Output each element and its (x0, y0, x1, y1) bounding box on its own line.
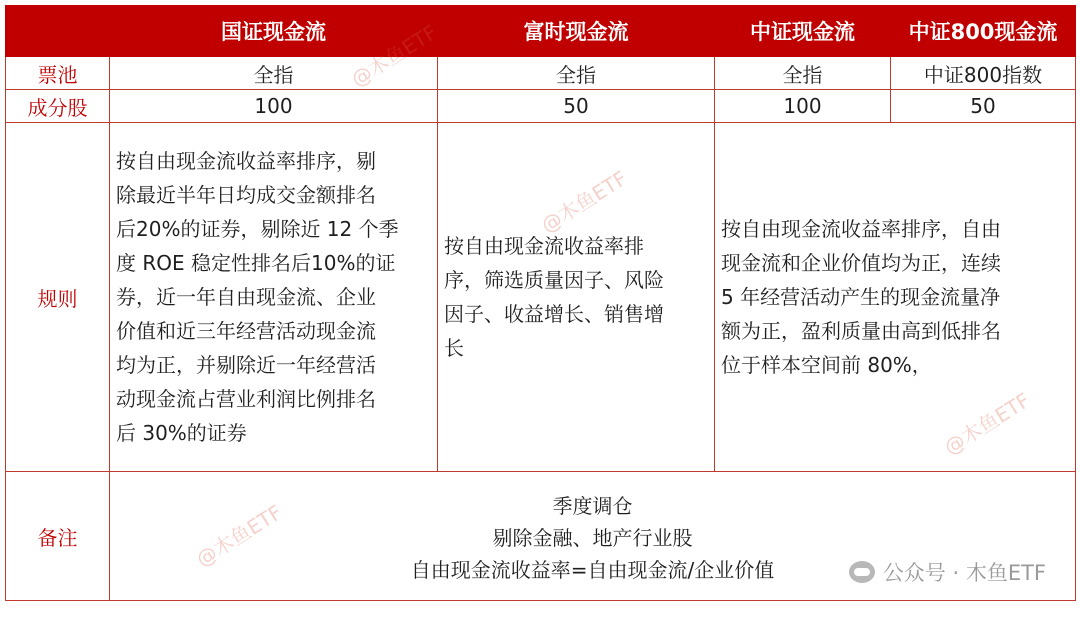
rules-guozheng-text (110, 144, 437, 450)
text-line: 自由现金流收益率=自由现金流/企业价值 (410, 558, 775, 582)
brand-text: 公众号 · 木鱼ETF (882, 561, 1046, 585)
pool-fushi: 全指 (438, 57, 715, 90)
header-zhongzheng800: 中证800现金流 (891, 6, 1076, 57)
text-line: 券，近一年自由现金流、企业 (116, 285, 376, 309)
pool-zhongzheng800: 中证800指数 (891, 57, 1076, 90)
wechat-icon (849, 561, 875, 583)
text-line: 因子、收益增长、销售增 (444, 302, 664, 326)
text-line: 度 ROE 稳定性排名后10%的证 (116, 251, 396, 275)
rules-fushi (438, 123, 715, 472)
rules-guozheng (110, 123, 438, 472)
watermark-2: @木鱼ETF (536, 166, 632, 238)
comparison-table (5, 5, 1076, 601)
text-line: 按自由现金流收益率排序，剔 (116, 149, 376, 173)
text-line: 价值和近三年经营活动现金流 (116, 319, 376, 343)
text-line: 剔除金融、地产行业股 (492, 526, 693, 550)
watermark-1: @木鱼ETF (346, 20, 442, 92)
components-guozheng: 100 (110, 90, 438, 123)
rules-fushi-text (438, 229, 714, 365)
text-line: 后20%的证券，剔除近 12 个季 (116, 217, 399, 241)
watermark-4: @木鱼ETF (191, 500, 287, 572)
brand-footer (849, 557, 1046, 587)
header-corner (6, 6, 110, 57)
text-line: 动现金流占营业利润比例排名 (116, 387, 376, 411)
watermark-3: @木鱼ETF (939, 388, 1035, 460)
pool-zhongzheng: 全指 (715, 57, 891, 90)
text-line: 长 (444, 336, 464, 360)
header-zhongzheng: 中证现金流 (715, 6, 891, 57)
components-label: 成分股 (6, 90, 110, 123)
text-line: 均为正，并剔除近一年经营活 (116, 353, 376, 377)
header-row (6, 6, 1076, 57)
text-line: 按自由现金流收益率排序，自由 (721, 217, 1001, 241)
header-guozheng: 国证现金流 (110, 6, 438, 57)
text-line: 5 年经营活动产生的现金流量净 (721, 285, 1001, 309)
components-zhongzheng800: 50 (891, 90, 1076, 123)
text-line: 序，筛选质量因子、风险 (444, 268, 664, 292)
rules-zhongzheng (715, 123, 1076, 472)
pool-guozheng: 全指 (110, 57, 438, 90)
text-line: 季度调仓 (552, 494, 633, 518)
pool-row (6, 57, 1076, 90)
components-zhongzheng: 100 (715, 90, 891, 123)
text-line: 后 30%的证券 (116, 421, 247, 445)
notes-label: 备注 (6, 472, 110, 601)
text-line: 位于样本空间前 80%， (721, 353, 932, 377)
rules-label: 规则 (6, 123, 110, 472)
text-line: 按自由现金流收益率排 (444, 234, 644, 258)
text-line: 现金流和企业价值均为正，连续 (721, 251, 1001, 275)
text-line: 除最近半年日均成交金额排名 (116, 183, 376, 207)
rules-zhongzheng-text (715, 212, 1075, 382)
pool-label: 票池 (6, 57, 110, 90)
components-fushi: 50 (438, 90, 715, 123)
text-line: 额为正，盈利质量由高到低排名 (721, 319, 1001, 343)
components-row (6, 90, 1076, 123)
rules-row (6, 123, 1076, 472)
header-fushi: 富时现金流 (438, 6, 715, 57)
